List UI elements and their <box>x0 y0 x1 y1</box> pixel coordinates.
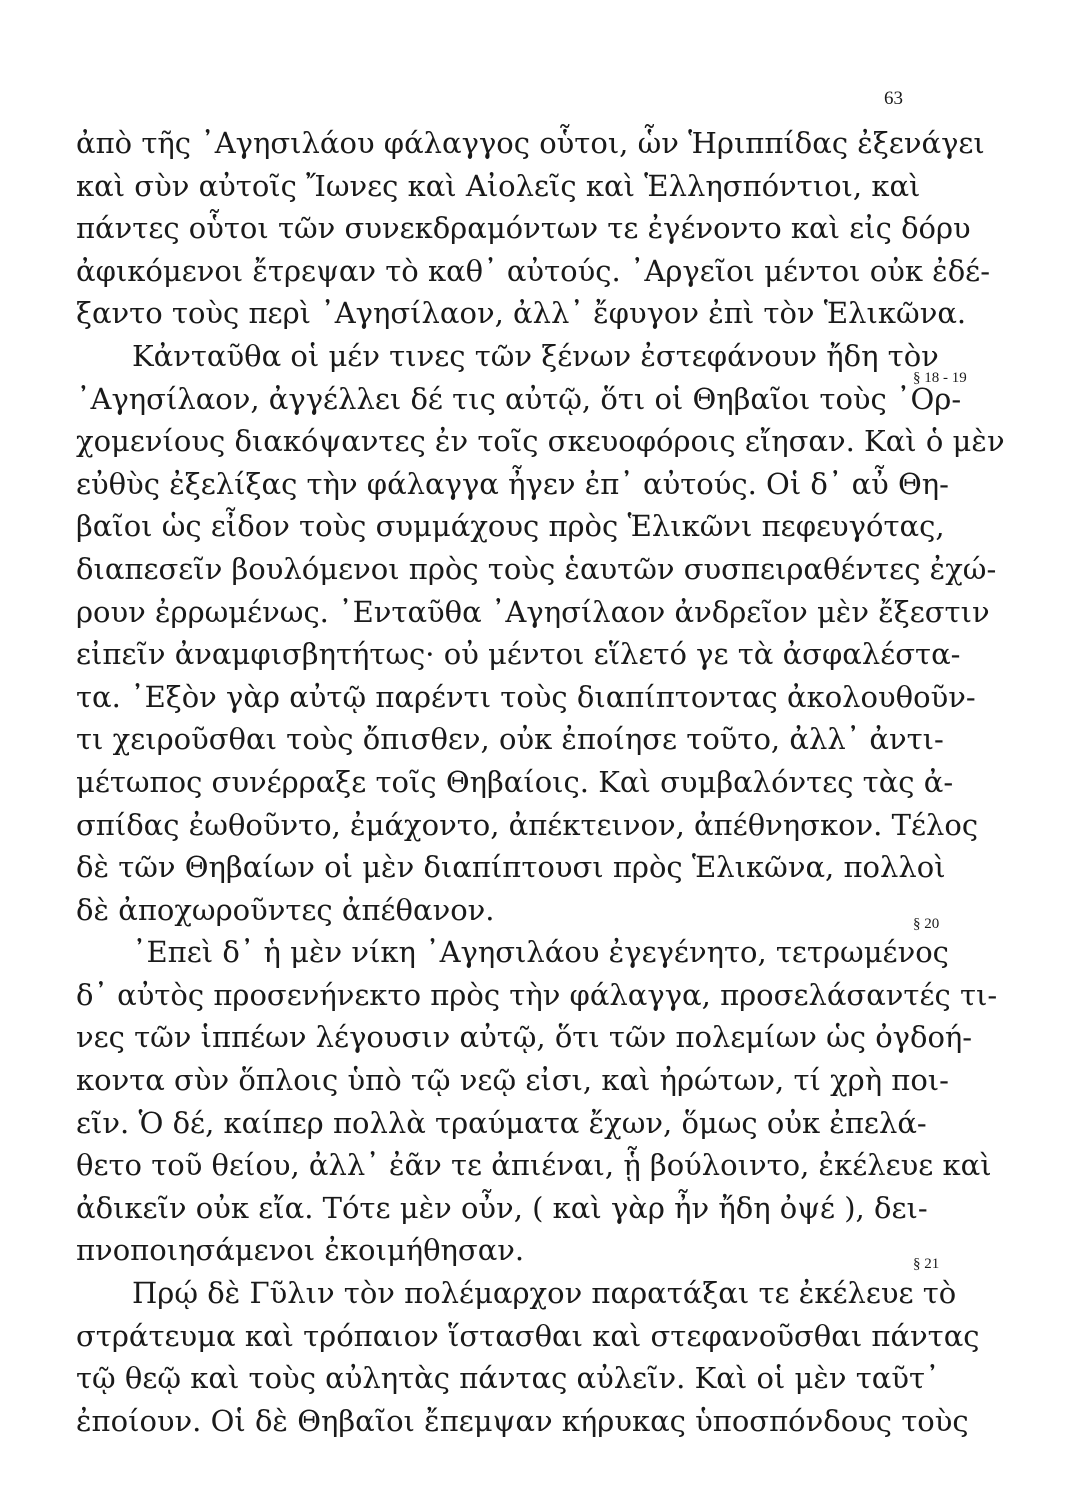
text-line: εῖν. Ὁ δέ, καίπερ πολλὰ τραύματα ἔχων, ὅμως οὐκ ἐπελά- <box>76 1105 927 1140</box>
text-line: εὐθὺς ἐξελίξας τὴν φάλαγγα ἦγεν ἐπ᾿ αὐτούς. Οἱ δ᾿ αὖ Θη- <box>76 466 949 501</box>
section-reference: § 21 <box>913 1256 940 1272</box>
text-line: ᾿Αγησίλαον, ἀγγέλλει δέ τις αὐτῷ, ὅτι οἱ Θηβαῖοι τοὺς ᾿Ορ- <box>76 381 962 416</box>
text-line: δ᾿ αὐτὸς προσενήνεκτο πρὸς τὴν φάλαγγα, προσελάσαντές τι- <box>76 977 998 1012</box>
text-line: διαπεσεῖν βουλόμενοι πρὸς τοὺς ἑαυτῶν συσπειραθέντες ἐχώ- <box>76 551 997 586</box>
paragraph-start-line: Πρῴ δὲ Γῦλιν τὸν πολέμαρχον παρατάξαι τε ἐκέλευε τὸ <box>132 1276 957 1311</box>
text-line: τῷ θεῷ καὶ τοὺς αὐλητὰς πάντας αὐλεῖν. Καὶ οἱ μὲν ταῦτ᾿ <box>76 1361 940 1396</box>
paragraph-start-line: ᾿Επεὶ δ᾿ ἡ μὲν νίκη ᾿Αγησιλάου ἐγεγένητο, τετρωμένος <box>132 935 949 970</box>
text-line: σπίδας ἐωθοῦντο, ἐμάχοντο, ἀπέκτεινον, ἀπέθνησκον. Τέλος <box>76 807 979 842</box>
paragraph-end-line: πνοποιησάμενοι ἐκοιμήθησαν. <box>76 1233 525 1268</box>
text-line: ἐποίουν. Οἱ δὲ Θηβαῖοι ἔπεμψαν κήρυκας ὑποσπόνδους τοὺς <box>76 1403 969 1438</box>
text-line: ἀπὸ τῆς ᾿Αγησιλάου φάλαγγος οὗτοι, ὧν Ἡριππίδας ἐξενάγει <box>76 126 985 160</box>
text-line: ξαντο τοὺς περὶ ᾿Αγησίλαον, ἀλλ᾿ ἔφυγον ἐπὶ τὸν Ἑλικῶνα. <box>76 296 967 331</box>
text-line: πάντες οὗτοι τῶν συνεκδραμόντων τε ἐγένοντο καὶ εἰς δόρυ <box>76 211 971 246</box>
section-reference: § 18 - 19 <box>913 370 967 386</box>
text-line: νες τῶν ἱππέων λέγουσιν αὐτῷ, ὅτι τῶν πολεμίων ὡς ὀγδοή- <box>76 1020 973 1055</box>
text-line: χομενίους διακόψαντες ἐν τοῖς σκευοφόροις εἴησαν. Καὶ ὁ μὲν <box>76 424 1005 459</box>
text-line: τα. ᾿Εξὸν γὰρ αὐτῷ παρέντι τοὺς διαπίπτοντας ἀκολουθοῦν- <box>76 679 976 714</box>
paragraph-start-line: Κἀνταῦθα οἱ μέν τινες τῶν ξένων ἐστεφάνουν ἤδη τὸν <box>132 338 939 373</box>
text-line: ἀφικόμενοι ἔτρεψαν τὸ καθ᾿ αὐτούς. ᾿Αργεῖοι μέντοι οὐκ ἐδέ- <box>76 253 991 288</box>
text-line: κοντα σὺν ὅπλοις ὑπὸ τῷ νεῷ εἰσι, καὶ ἠρώτων, τί χρὴ ποι- <box>76 1063 949 1098</box>
text-line: μέτωπος συνέρραξε τοῖς Θηβαίοις. Καὶ συμβαλόντες τὰς ἀ- <box>76 764 954 799</box>
text-line: ἀδικεῖν οὐκ εἴα. Τότε μὲν οὖν, ( καὶ γὰρ ἦν ἤδη ὀψέ ), δει- <box>76 1190 928 1225</box>
text-line: βαῖοι ὡς εἶδον τοὺς συμμάχους πρὸς Ἑλικῶνι πεφευγότας, <box>76 509 945 544</box>
text-line: δὲ τῶν Θηβαίων οἱ μὲν διαπίπτουσι πρὸς Ἑλικῶνα, πολλοὶ <box>76 850 946 885</box>
page-number: 63 <box>884 88 903 109</box>
paragraph-end-line: δὲ ἀποχωροῦντες ἀπέθανον. <box>76 892 495 927</box>
section-reference: § 20 <box>913 916 940 932</box>
text-line: στράτευμα καὶ τρόπαιον ἵστασθαι καὶ στεφανοῦσθαι πάντας <box>76 1318 980 1353</box>
text-line: εἰπεῖν ἀναμφισβητήτως· οὐ μέντοι εἵλετό γε τὰ ἀσφαλέστα- <box>76 637 961 672</box>
text-line: τι χειροῦσθαι τοὺς ὄπισθεν, οὐκ ἐποίησε τοῦτο, ἀλλ᾿ ἀντι- <box>76 722 944 757</box>
text-line: ρουν ἐρρωμένως. ᾿Ενταῦθα ᾿Αγησίλαον ἀνδρεῖον μὲν ἔξεστιν <box>76 594 990 629</box>
text-line: θετο τοῦ θείου, ἀλλ᾿ ἐᾶν τε ἀπιέναι, ᾗ βούλοιντο, ἐκέλευε καὶ <box>76 1148 992 1183</box>
text-line: καὶ σὺν αὐτοῖς Ἴωνες καὶ Αἰολεῖς καὶ Ἑλλησπόντιοι, καὶ <box>76 168 921 203</box>
